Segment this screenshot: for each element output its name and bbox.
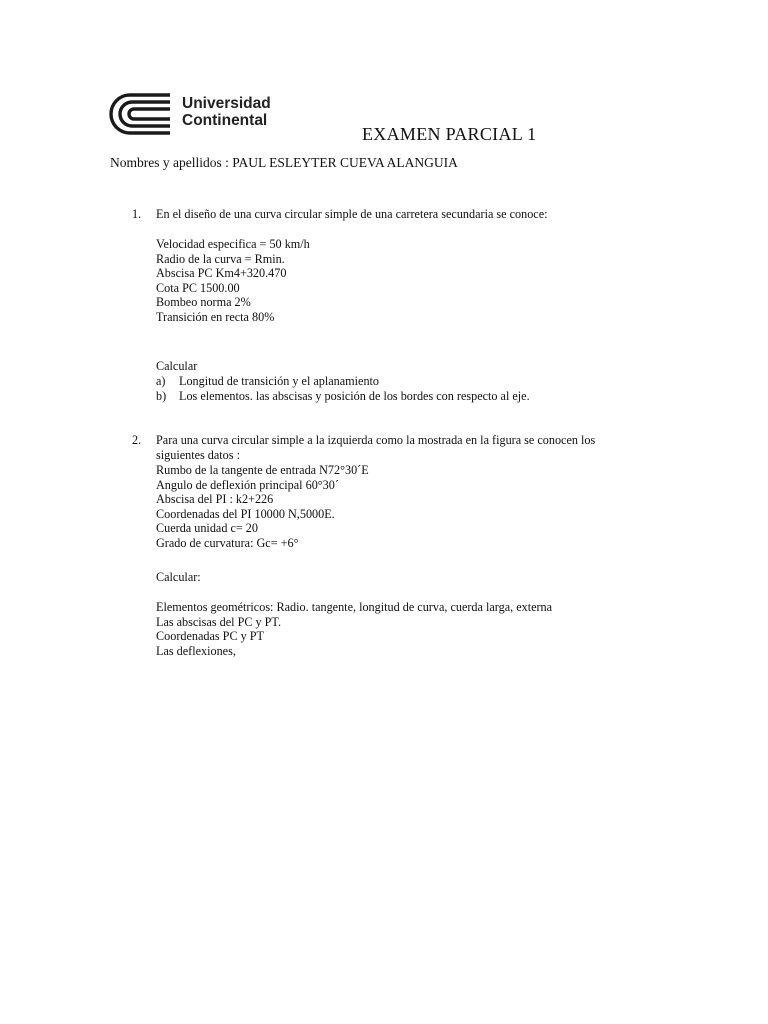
question-1-calc-label: Calcular [156, 359, 198, 373]
university-logo-icon [108, 92, 172, 136]
data-line: Transición en recta 80% [156, 309, 275, 324]
question-1-intro: En el diseño de una curva circular simple de una carretera secundaria se conoce: [156, 207, 548, 221]
data-line: Velocidad especifica = 50 km/h [156, 237, 310, 251]
item-text: Los elementos. las abscisas y posición de los bordes con respecto al eje. [179, 389, 530, 403]
data-line: Angulo de deflexión principal 60°30´ [156, 477, 339, 492]
data-line: Rumbo de la tangente de entrada N72°30´E [156, 463, 369, 477]
exam-title: EXAMEN PARCIAL 1 [362, 124, 537, 144]
data-line: Coordenadas del PI 10000 N,5000E. [156, 506, 335, 521]
data-line: Abscisa PC Km4+320.470 [156, 266, 287, 281]
data-line: Grado de curvatura: Gc= +6° [156, 535, 299, 550]
question-2-data [156, 463, 369, 551]
intro-line: siguientes datos : [156, 447, 240, 462]
university-logo-text [182, 95, 271, 129]
data-line: Cota PC 1500.00 [156, 280, 240, 295]
data-line: Bombeo norma 2% [156, 295, 251, 310]
student-name: PAUL ESLEYTER CUEVA ALANGUIA [232, 155, 458, 170]
task-line: Las abscisas del PC y PT. [156, 614, 282, 629]
student-label: Nombres y apellidos : [110, 155, 233, 170]
question-2-tasks [156, 600, 552, 658]
item-label: b) [156, 389, 167, 403]
data-line: Cuerda unidad c= 20 [156, 521, 258, 536]
question-2-intro [156, 433, 595, 462]
logo-line-1: Universidad [182, 95, 271, 112]
intro-line: Para una curva circular simple a la izquierda como la mostrada en la figura se conocen los [156, 433, 596, 447]
task-line: Coordenadas PC y PT [156, 629, 264, 644]
university-logo [108, 92, 288, 136]
data-line: Abscisa del PI : k2+226 [156, 492, 274, 507]
data-line: Radio de la curva = Rmin. [156, 251, 285, 266]
task-line: Las deflexiones, [156, 643, 236, 658]
item-label: a) [156, 374, 166, 388]
question-1-number: 1. [132, 207, 142, 221]
student-line [110, 155, 458, 171]
logo-line-2: Continental [182, 112, 268, 129]
item-text: Longitud de transición y el aplanamiento [179, 374, 380, 388]
question-2-calc-label: Calcular: [156, 570, 201, 584]
question-1-data [156, 237, 310, 325]
question-2-number: 2. [132, 433, 142, 447]
task-line: Elementos geométricos: Radio. tangente, longitud de curva, cuerda larga, externa [156, 600, 553, 614]
